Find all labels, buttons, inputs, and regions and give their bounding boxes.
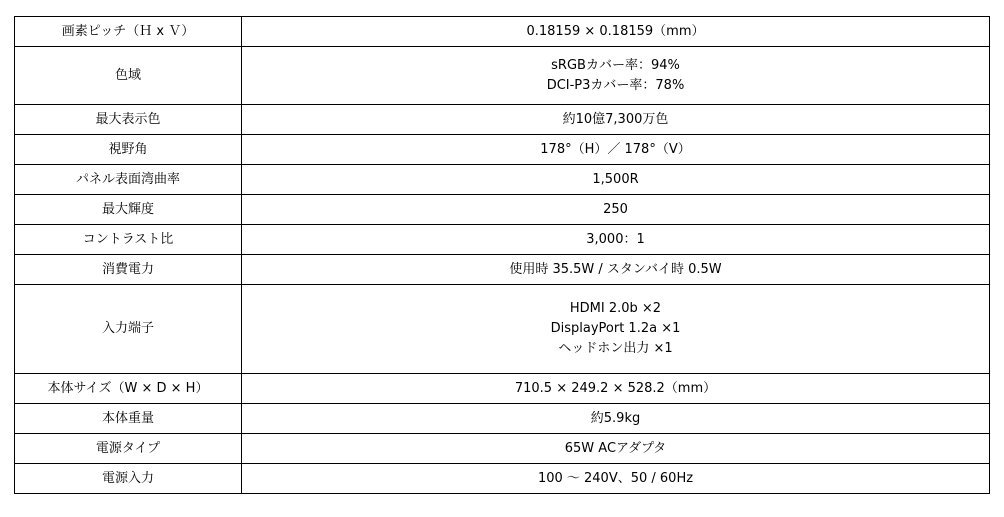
row-label: 本体重量 bbox=[15, 404, 242, 434]
row-value bbox=[242, 135, 990, 165]
row-label: 色域 bbox=[15, 47, 242, 105]
value-line: DisplayPort 1.2a ×1 bbox=[550, 321, 681, 336]
value-line: 250 bbox=[603, 201, 628, 217]
row-value bbox=[242, 47, 990, 105]
value-line: ヘッドホン出力 ×1 bbox=[558, 341, 673, 356]
row-label: 画素ピッチ（Ｈ x Ｖ） bbox=[15, 17, 242, 47]
row-label: 入力端子 bbox=[15, 285, 242, 374]
row-value bbox=[242, 105, 990, 135]
value-line: HDMI 2.0b ×2 bbox=[569, 301, 662, 316]
value-line: 65W ACアダプタ bbox=[564, 440, 667, 456]
row-label: 本体サイズ（W × D × H） bbox=[15, 374, 242, 404]
row-label: パネル表面湾曲率 bbox=[15, 165, 242, 195]
value-line: 0.18159 × 0.18159（mm） bbox=[526, 23, 705, 39]
row-value bbox=[242, 165, 990, 195]
table-row bbox=[15, 434, 990, 464]
row-value bbox=[242, 404, 990, 434]
value-line: 178°（H）／ 178°（V） bbox=[540, 141, 691, 157]
value-line: 710.5 × 249.2 × 528.2（mm） bbox=[514, 380, 717, 396]
row-label: 電源入力 bbox=[15, 464, 242, 494]
row-value bbox=[242, 17, 990, 47]
table-row bbox=[15, 135, 990, 165]
table-row bbox=[15, 285, 990, 374]
row-value bbox=[242, 225, 990, 255]
table-row bbox=[15, 105, 990, 135]
table-row bbox=[15, 165, 990, 195]
value-line: 3,000：1 bbox=[586, 231, 645, 247]
spec-table bbox=[14, 16, 990, 494]
value-line: 1,500R bbox=[592, 171, 639, 187]
value-line: 使用時 35.5W / スタンバイ時 0.5W bbox=[509, 261, 722, 277]
table-row bbox=[15, 374, 990, 404]
table-row bbox=[15, 464, 990, 494]
table-row bbox=[15, 255, 990, 285]
table-row bbox=[15, 404, 990, 434]
row-label: 電源タイプ bbox=[15, 434, 242, 464]
table-row bbox=[15, 225, 990, 255]
value-line: 約5.9kg bbox=[590, 410, 641, 426]
row-value bbox=[242, 285, 990, 374]
row-value bbox=[242, 255, 990, 285]
value-line: sRGBカバー率：94% bbox=[551, 57, 680, 73]
value-line: 100 ～ 240V、50 / 60Hz bbox=[537, 470, 694, 486]
row-label: 消費電力 bbox=[15, 255, 242, 285]
table-row bbox=[15, 17, 990, 47]
table-row bbox=[15, 195, 990, 225]
row-label: 最大輝度 bbox=[15, 195, 242, 225]
value-line: DCI-P3カバー率：78% bbox=[546, 77, 685, 93]
table-row bbox=[15, 47, 990, 105]
row-value bbox=[242, 374, 990, 404]
row-label: コントラスト比 bbox=[15, 225, 242, 255]
row-label: 最大表示色 bbox=[15, 105, 242, 135]
row-value bbox=[242, 195, 990, 225]
value-line: 約10億7,300万色 bbox=[562, 111, 669, 127]
row-value bbox=[242, 434, 990, 464]
row-label: 視野角 bbox=[15, 135, 242, 165]
row-value bbox=[242, 464, 990, 494]
